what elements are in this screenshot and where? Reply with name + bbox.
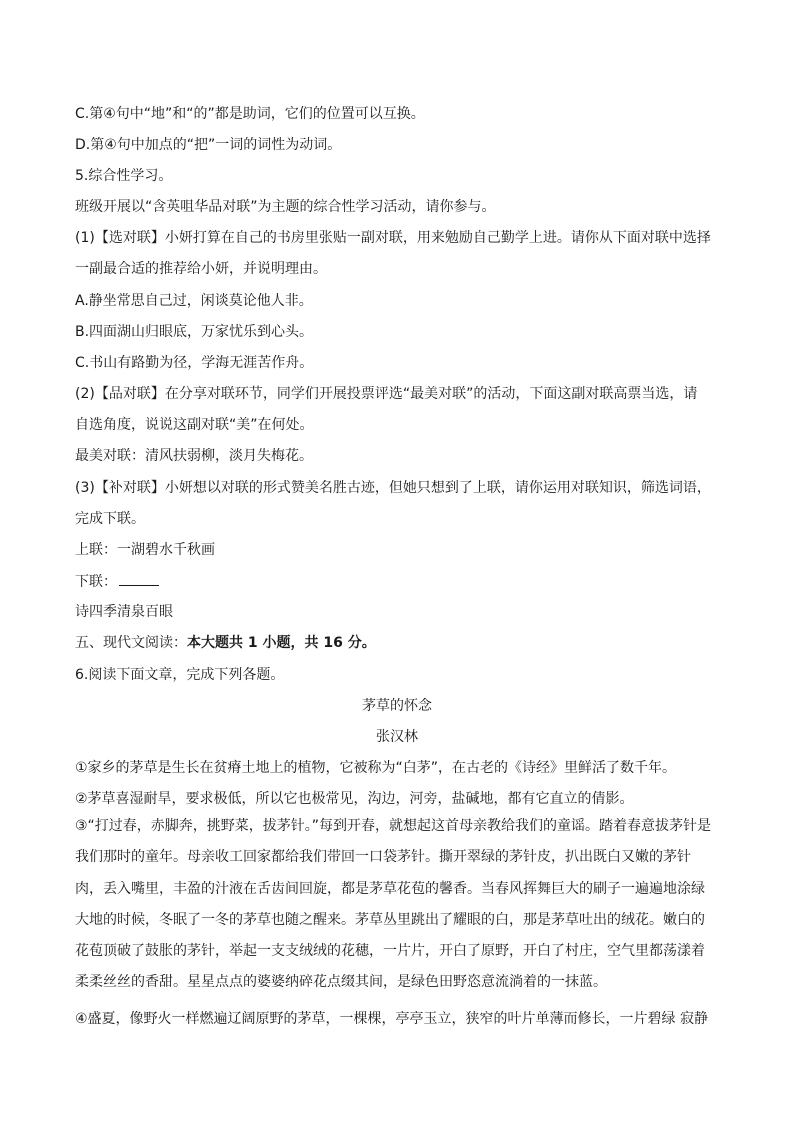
q5-2-line1: (2)【品对联】在分享对联环节，同学们开展投票评选“最美对联”的活动，下面这副对联高票当选，请 (75, 386, 698, 402)
question-5: 5.综合性学习。 (75, 168, 173, 184)
section-5-score: 本大题共 1 小题，共 16 分。 (187, 635, 376, 651)
option-d: D.第④句中加点的“把”一词的词性为动词。 (75, 137, 342, 153)
q5-3-line1: (3)【补对联】小妍想以对联的形式赞美名胜古迹，但她只想到了上联，请你运用对联知识，筛选词语， (75, 480, 711, 496)
q5-1-line2: 一副最合适的推荐给小妍，并说明理由。 (75, 261, 327, 277)
lower-couplet (75, 571, 159, 592)
activity-intro: 班级开展以“含英咀华品对联”为主题的综合性学习活动，请你参与。 (75, 199, 496, 215)
question-6: 6.阅读下面文章，完成下列各题。 (75, 667, 285, 683)
q5-1-line1: (1)【选对联】小妍打算在自己的书房里张贴一副对联，用来勉励自己勤学上进。请你从下面对联中选择 (75, 230, 711, 246)
article-paragraph-2: ②茅草喜湿耐旱，要求极低，所以它也极常见，沟边，河旁，盐碱地，都有它直立的倩影。 (75, 791, 634, 807)
couplet-option-c: C.书山有路勤为径，学海无涯苦作舟。 (75, 355, 314, 371)
q5-2-line2: 自选角度，说说这副对联“美”在何处。 (75, 417, 314, 433)
upper-couplet: 上联：一湖碧水千秋画 (75, 542, 215, 558)
answer-blank (119, 571, 159, 586)
best-couplet: 最美对联：清风扶弱柳，淡月失梅花。 (75, 448, 313, 464)
article-author: 张汉林 (376, 729, 418, 745)
article-title: 茅草的怀念 (362, 698, 432, 714)
couplet-option-a: A.静坐常思自己过，闲谈莫论他人非。 (75, 293, 313, 309)
option-c: C.第④句中“地”和“的”都是助词，它们的位置可以互换。 (75, 106, 425, 122)
word-bank: 诗四季清泉百眼 (75, 604, 173, 620)
q5-3-line2: 完成下联。 (75, 511, 145, 527)
article-paragraph-1: ①家乡的茅草是生长在贫瘠土地上的植物，它被称为“白茅”，在古老的《诗经》里鲜活了数千年。 (75, 760, 677, 776)
couplet-option-b: B.四面湖山归眼底，万家忧乐到心头。 (75, 324, 314, 340)
section-5-title: 五、现代文阅读： (75, 635, 187, 651)
lower-couplet-label: 下联： (75, 574, 117, 590)
article-paragraph-4: ④盛夏，像野火一样燃遍辽阔原野的茅草，一棵棵，亭亭玉立，狭窄的叶片单薄而修长，一片碧绿 寂静 (75, 1011, 708, 1027)
section-5-heading (75, 633, 376, 653)
article-paragraph-3: ③“打过春，赤脚奔，挑野菜，拔茅针。”每到开春，就想起这首母亲教给我们的童谣。踏着春意拔茅针是我们那时的童年。母亲收工回家都给我们带回一口袋茅针。撕开翠绿的茅针皮，扒出既白又嫩的茅针肉，丢入嘴里，丰盈的汁液在舌齿间回旋，都是茅草花苞的馨香。当春风挥舞巨大的刷子一遍遍地涂绿大地的时候，冬眠了一冬的茅草也随之醒来。茅草丛里跳出了耀眼的白，那是茅草吐出的绒花。嫩白的花苞顶破了鼓胀的茅针，举起一支支绒绒的花穗，一片片，开白了原野，开白了村庄，空气里都荡漾着柔柔丝丝的香甜。星星点点的婆婆纳碎花点缀其间，是绿色田野恣意流淌着的一抹蓝。 (75, 818, 712, 991)
